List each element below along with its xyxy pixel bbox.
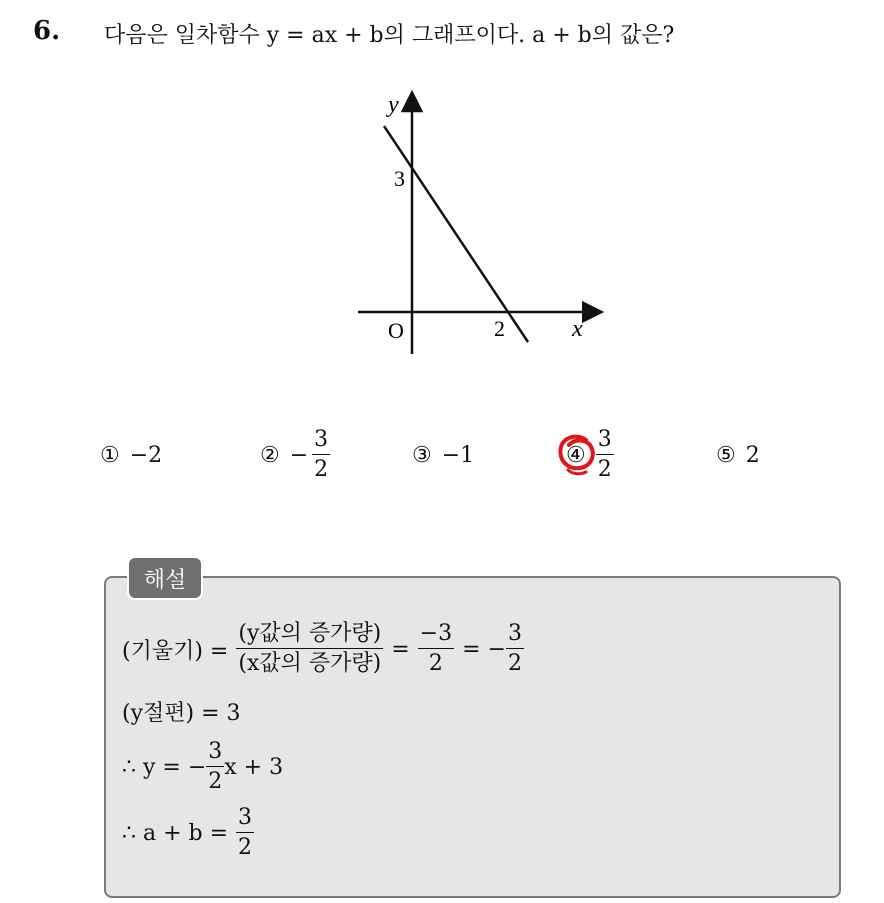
x-axis-label: x — [572, 316, 583, 342]
slope-definition-fraction — [236, 623, 383, 675]
slope-result-fraction — [506, 623, 524, 675]
slope-value-numerator: −3 — [418, 623, 454, 649]
answer-numerator: 3 — [236, 807, 254, 833]
question-number: 6. — [33, 16, 61, 46]
slope-equals-2: = − — [462, 636, 506, 662]
equation-fraction — [206, 741, 224, 793]
choice-1-mark: ① — [100, 442, 120, 468]
slope-definition-numerator: (y값의 증가량) — [236, 623, 383, 649]
choice-3-value: −1 — [441, 442, 475, 468]
slope-result-denominator: 2 — [507, 651, 522, 676]
choice-3[interactable] — [412, 420, 474, 490]
solution-tag: 해설 — [127, 556, 203, 600]
equation-denominator: 2 — [208, 769, 223, 794]
choice-4-mark: ④ — [566, 442, 586, 468]
function-graph — [352, 82, 612, 362]
choice-1-value: −2 — [129, 442, 163, 468]
choice-2-fraction — [312, 429, 330, 481]
origin-label: O — [388, 318, 404, 343]
choice-5[interactable] — [716, 420, 760, 490]
x-intercept-label: 2 — [494, 316, 505, 341]
solution-line-intercept: (y절편) = 3 — [122, 700, 241, 726]
answer-denominator: 2 — [238, 835, 253, 860]
choice-1[interactable] — [100, 420, 162, 490]
graph-line — [384, 126, 528, 342]
answer-fraction — [236, 807, 254, 859]
y-axis-label: y — [388, 92, 399, 118]
question-text: 다음은 일차함수 y = ax + b의 그래프이다. a + b의 값은? — [104, 23, 675, 48]
solution-line-answer — [122, 800, 254, 866]
choice-5-value: 2 — [745, 442, 760, 468]
equation-prefix: ∴ y = − — [122, 754, 207, 780]
choice-4-numerator: 3 — [596, 429, 614, 455]
choice-4[interactable] — [566, 420, 614, 490]
slope-value-denominator: 2 — [428, 651, 443, 676]
choice-2-denominator: 2 — [314, 457, 329, 482]
choice-2-numerator: 3 — [312, 429, 330, 455]
equation-suffix: x + 3 — [224, 754, 284, 780]
choice-3-mark: ③ — [412, 442, 432, 468]
choice-2-mark: ② — [260, 442, 280, 468]
slope-value-fraction — [418, 623, 454, 675]
answer-choices — [0, 420, 884, 490]
solution-line-equation — [122, 734, 283, 800]
y-intercept-label: 3 — [394, 166, 405, 191]
choice-5-mark: ⑤ — [716, 442, 736, 468]
slope-equals-1: = — [391, 636, 410, 662]
answer-prefix: ∴ a + b = — [122, 820, 229, 846]
equation-numerator: 3 — [206, 741, 224, 767]
slope-lhs: (기울기) = — [122, 638, 229, 664]
choice-4-denominator: 2 — [597, 457, 612, 482]
choice-2-sign: − — [289, 442, 309, 468]
slope-definition-denominator: (x값의 증가량) — [238, 651, 382, 676]
solution-line-slope — [122, 616, 524, 682]
choice-2[interactable] — [260, 420, 330, 490]
slope-result-numerator: 3 — [506, 623, 524, 649]
